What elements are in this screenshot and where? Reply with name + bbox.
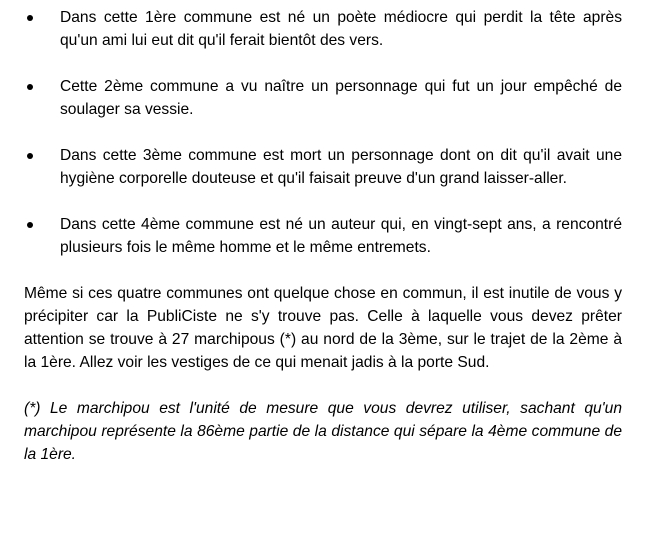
footnote: (*) Le marchipou est l'unité de mesure que vous devrez utiliser, sachant qu'un marchipou représente la 86ème partie de la distance qui sépare la 4ème commune de la 1ère. (24, 400, 622, 463)
clue-text: Dans cette 1ère commune est né un poète médiocre qui perdit la tête après qu'un ami lui eut dit qu'il ferait bientôt des vers. (60, 9, 622, 49)
clue-item-2 (24, 75, 622, 121)
clue-text: Dans cette 4ème commune est né un auteur qui, en vingt-sept ans, a rencontré plusieurs fois le même homme et le même entremets. (60, 216, 622, 256)
clue-item-4 (24, 213, 622, 259)
clue-list (24, 6, 622, 259)
instructions-paragraph: Même si ces quatre communes ont quelque chose en commun, il est inutile de vous y précipiter car la PubliCiste ne s'y trouve pas. Celle à laquelle vous devez prêter attention se trouve à 27 marchipous (*) au nord de la 3ème, sur le trajet de la 2ème à la 1ère. Allez voir les vestiges de ce qui menait jadis à la porte Sud. (24, 285, 622, 371)
clue-text: Cette 2ème commune a vu naître un personnage qui fut un jour empêché de soulager sa vessie. (60, 78, 622, 118)
bullet-icon (27, 222, 33, 228)
clue-item-3 (24, 144, 622, 190)
bullet-icon (27, 153, 33, 159)
document-page (24, 6, 622, 466)
clue-text: Dans cette 3ème commune est mort un personnage dont on dit qu'il avait une hygiène corporelle douteuse et qu'il faisait preuve d'un grand laisser-aller. (60, 147, 622, 187)
bullet-icon (27, 15, 33, 21)
clue-item-1 (24, 6, 622, 52)
bullet-icon (27, 84, 33, 90)
